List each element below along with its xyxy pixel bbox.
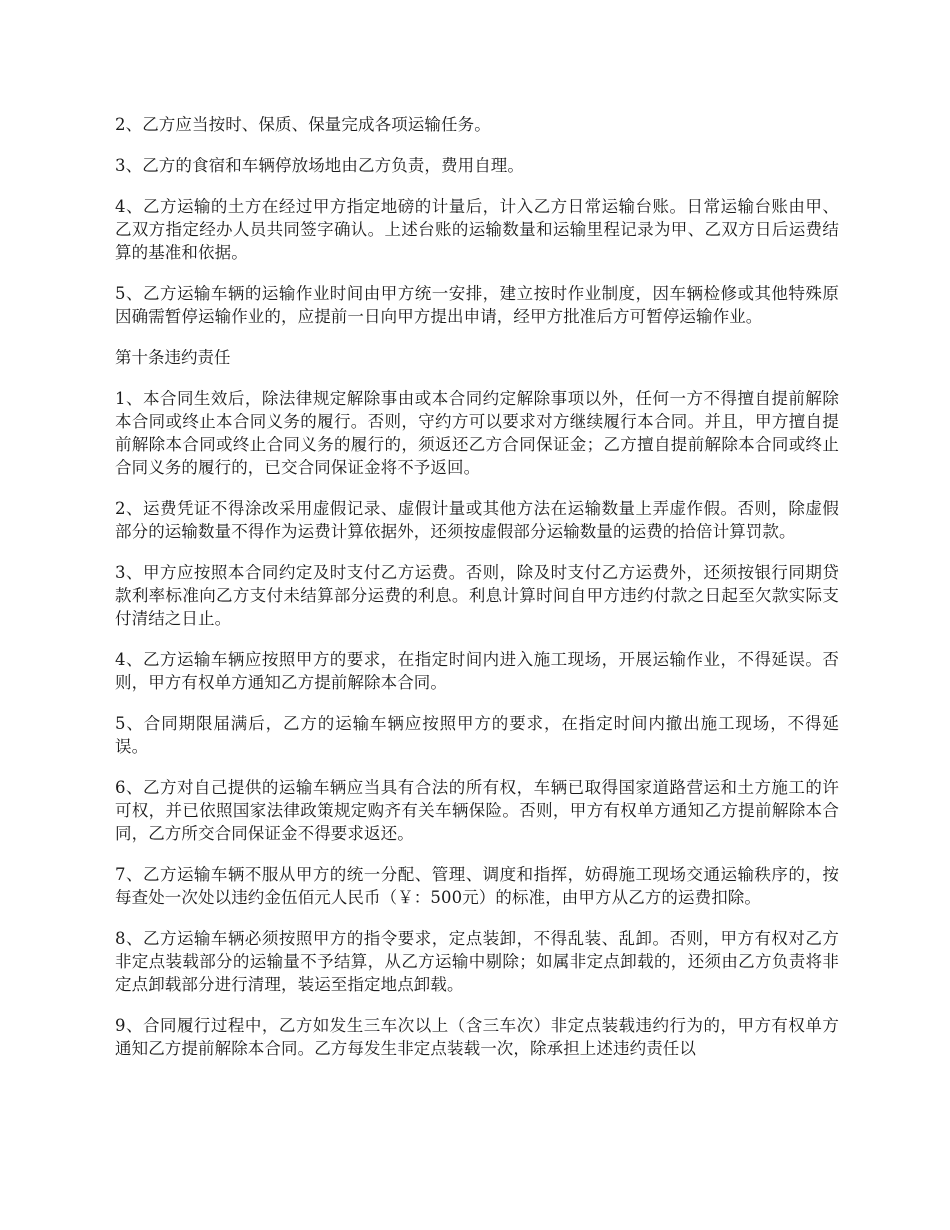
paragraph-clause-4: 4、乙方运输的土方在经过甲方指定地磅的计量后，计入乙方日常运输台账。日常运输台账由甲、乙双方指定经办人员共同签字确认。上述台账的运输数量和运输里程记录为甲、乙双方日后运费结算的基准和依据。 (115, 197, 839, 262)
paragraph-clause-2: 2、乙方应当按时、保质、保量完成各项运输任务。 (115, 115, 491, 134)
paragraph-liability-7: 7、乙方运输车辆不服从甲方的统一分配、管理、调度和指挥，妨碍施工现场交通运输秩序的，按每查处一次处以违约金伍佰元人民币（￥：500元）的标准，由甲方从乙方的运费扣除。 (115, 865, 839, 907)
paragraph-clause-3: 3、乙方的食宿和车辆停放场地由乙方负责，费用自理。 (115, 156, 524, 175)
paragraph-liability-9: 9、合同履行过程中，乙方如发生三车次以上（含三车次）非定点装载违约行为的，甲方有权单方通知乙方提前解除本合同。乙方每发生非定点装载一次，除承担上述违约责任以 (115, 1016, 839, 1058)
document-page (115, 113, 839, 1078)
paragraph-liability-4: 4、乙方运输车辆应按照甲方的要求，在指定时间内进入施工现场，开展运输作业，不得延误。否则，甲方有权单方通知乙方提前解除本合同。 (115, 650, 839, 692)
paragraph-liability-2: 2、运费凭证不得涂改采用虚假记录、虚假计量或其他方法在运输数量上弄虚作假。否则，除虚假部分的运输数量不得作为运费计算依据外，还须按虚假部分运输数量的运费的拾倍计算罚款。 (115, 499, 839, 541)
paragraph-liability-5: 5、合同期限届满后，乙方的运输车辆应按照甲方的要求，在指定时间内撤出施工现场，不得延误。 (115, 714, 839, 756)
paragraph-liability-3: 3、甲方应按照本合同约定及时支付乙方运费。否则，除及时支付乙方运费外，还须按银行同期贷款利率标准向乙方支付未结算部分运费的利息。利息计算时间自甲方违约付款之日起至欠款实际支付清结之日止。 (115, 563, 839, 628)
paragraph-clause-5: 5、乙方运输车辆的运输作业时间由甲方统一安排，建立按时作业制度，因车辆检修或其他特殊原因确需暂停运输作业的，应提前一日向甲方提出申请，经甲方批准后方可暂停运输作业。 (115, 284, 839, 326)
paragraph-liability-8: 8、乙方运输车辆必须按照甲方的指令要求，定点装卸，不得乱装、乱卸。否则，甲方有权对乙方非定点装载部分的运输量不予结算，从乙方运输中剔除；如属非定点卸载的，还须由乙方负责将非定点卸载部分进行清理，装运至指定地点卸载。 (115, 929, 839, 994)
paragraph-liability-1: 1、本合同生效后，除法律规定解除事由或本合同约定解除事项以外，任何一方不得擅自提前解除本合同或终止本合同义务的履行。否则，守约方可以要求对方继续履行本合同。并且，甲方擅自提前解除本合同或终止合同义务的履行的，须返还乙方合同保证金；乙方擅自提前解除本合同或终止合同义务的履行的，已交合同保证金将不予返回。 (115, 389, 839, 477)
paragraph-liability-6: 6、乙方对自己提供的运输车辆应当具有合法的所有权，车辆已取得国家道路营运和土方施工的许可权，并已依照国家法律政策规定购齐有关车辆保险。否则，甲方有权单方通知乙方提前解除本合同，乙方所交合同保证金不得要求返还。 (115, 778, 839, 843)
section-heading: 第十条违约责任 (115, 348, 231, 367)
